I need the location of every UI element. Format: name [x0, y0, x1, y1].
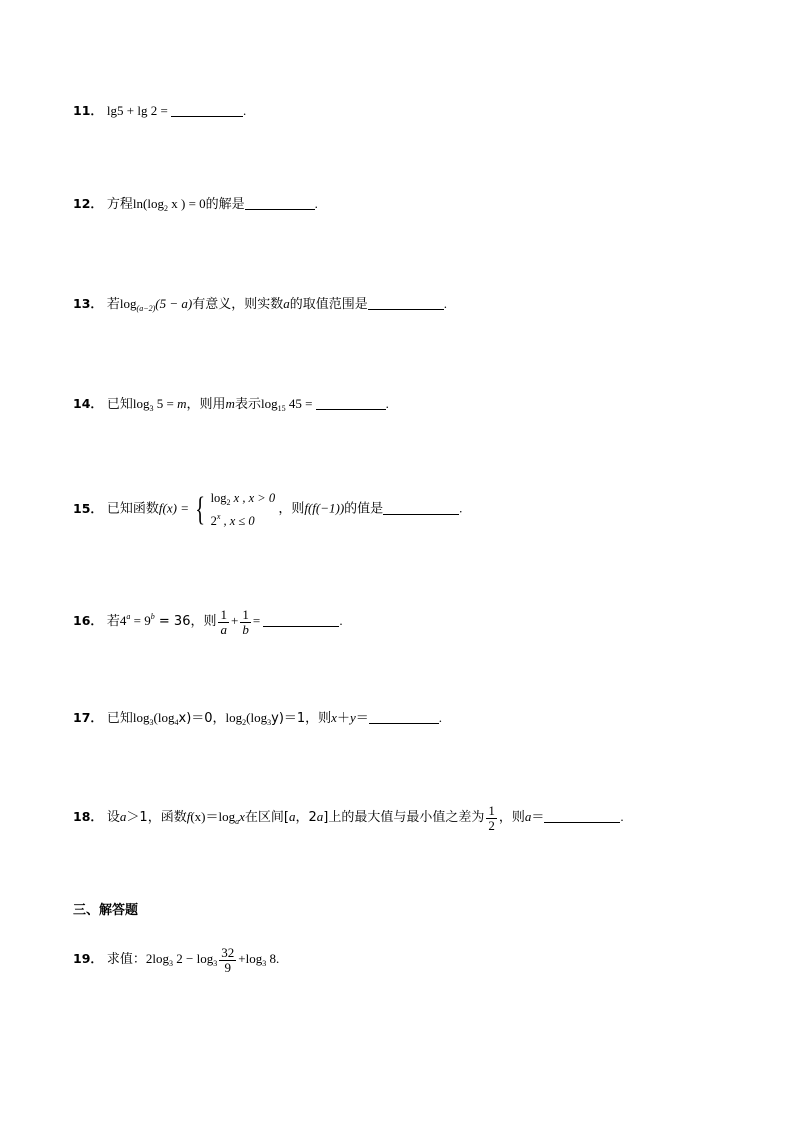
subscript: 15 — [277, 404, 286, 413]
text: 表示 — [234, 397, 261, 412]
question-14 — [73, 397, 389, 413]
period: . — [438, 710, 443, 725]
text: 的取值范围是 — [289, 297, 368, 312]
text: = 36，则 — [154, 614, 217, 630]
answer-blank[interactable] — [171, 104, 243, 117]
piecewise-function — [192, 492, 275, 528]
variable: x — [331, 710, 337, 725]
variable: y — [349, 710, 356, 725]
math: f(x) = — [158, 500, 189, 516]
text: 有意义，则实数 — [192, 297, 284, 312]
answer-blank[interactable] — [263, 614, 339, 627]
math: 5 = — [153, 396, 178, 411]
question-18: 18． 设a＞1，函数$f(x)=\log_ax$在区间[a，2a]上的最大值与最小值之差为 $\frac{1}{2}$ ，则a＝ . — [73, 803, 624, 833]
math: = — [130, 613, 145, 629]
question-15 — [73, 492, 462, 528]
math: + — [230, 613, 239, 629]
math: ln(log — [132, 196, 164, 211]
math: 4 — [119, 613, 127, 629]
math: 45 = — [285, 396, 313, 411]
answer-blank[interactable] — [368, 297, 444, 310]
answer-blank[interactable] — [544, 810, 620, 823]
case-1: $\log_2 x$ , x > 0 — [210, 491, 276, 507]
period: . — [443, 296, 447, 311]
question-12 — [73, 197, 318, 213]
question-number: 15． — [73, 500, 103, 516]
fraction-1-over-2: $\frac{1}{2}$ — [488, 803, 495, 833]
text: 已知 — [106, 711, 133, 726]
answer-blank[interactable] — [369, 711, 439, 724]
period: . — [275, 951, 280, 967]
math: (5 − a) — [155, 296, 193, 311]
math: = — [252, 613, 261, 629]
answer-blank[interactable] — [383, 502, 459, 515]
text: 已知 — [106, 397, 133, 412]
subscript: 2 — [163, 204, 168, 213]
period: . — [243, 103, 247, 118]
question-19: 19． 求值：$2\log_3$ $2 - \log_3$ $\frac{32}{9}$ $+\log_3$ 8. — [73, 945, 280, 975]
fraction-1-over-b: $\frac{1}{b}$ — [242, 607, 249, 637]
text: 的值是 — [344, 501, 384, 517]
question-number: 11． — [73, 103, 103, 118]
variable: a — [283, 296, 290, 311]
text: 已知函数 — [106, 501, 159, 517]
case-2: 2$^x$ , x ≤ 0 — [210, 512, 255, 528]
text: ，则 — [278, 501, 305, 517]
question-number: 14． — [73, 396, 103, 411]
section-title: 三、解答题 — [73, 903, 139, 918]
fraction-32-over-9: $\frac{32}{9}$ — [221, 945, 235, 975]
answer-blank[interactable] — [245, 197, 315, 210]
math: x ) = 0 — [167, 196, 206, 211]
question-number: 13． — [73, 296, 103, 311]
subscript: 3 — [149, 404, 154, 413]
math: 9 — [144, 613, 151, 629]
question-number: 18． — [73, 809, 103, 825]
text: 若 — [106, 297, 120, 312]
question-number: 19． — [73, 951, 103, 967]
text: 方程 — [106, 197, 133, 212]
period: . — [314, 196, 318, 211]
brace-icon: { — [195, 490, 206, 528]
math: f(f(−1)) — [304, 500, 345, 516]
question-13 — [73, 297, 447, 313]
period: . — [459, 500, 463, 516]
question-16 — [73, 608, 343, 636]
answer-blank[interactable] — [316, 397, 386, 410]
variable: m — [225, 396, 235, 411]
question-number: 17． — [73, 710, 103, 725]
text: 求值： — [106, 952, 146, 968]
superscript: b — [150, 612, 155, 622]
question-17: 17． 已知$\log_3(\log_4x)=0$，$\log_2(\log_3y)=1$，则x＋y＝ . — [73, 710, 443, 727]
text: 设 — [106, 810, 120, 826]
math: log — [119, 296, 137, 311]
text: 若 — [106, 614, 120, 630]
expression: lg5 + lg 2 = — [106, 103, 168, 118]
math: log — [260, 396, 278, 411]
question-number: 16． — [73, 613, 103, 629]
text: 的解是 — [205, 197, 245, 212]
period: . — [620, 809, 624, 825]
subscript: (a−2) — [136, 304, 156, 313]
question-11 — [73, 104, 246, 118]
period: . — [385, 396, 389, 411]
text: ，则用 — [186, 397, 226, 412]
math: log — [132, 396, 150, 411]
question-number: 12． — [73, 196, 103, 211]
fraction-1-over-a: $\frac{1}{a}$ — [220, 607, 227, 637]
variable: m — [177, 396, 187, 411]
period: . — [339, 613, 343, 629]
superscript: a — [126, 612, 131, 622]
